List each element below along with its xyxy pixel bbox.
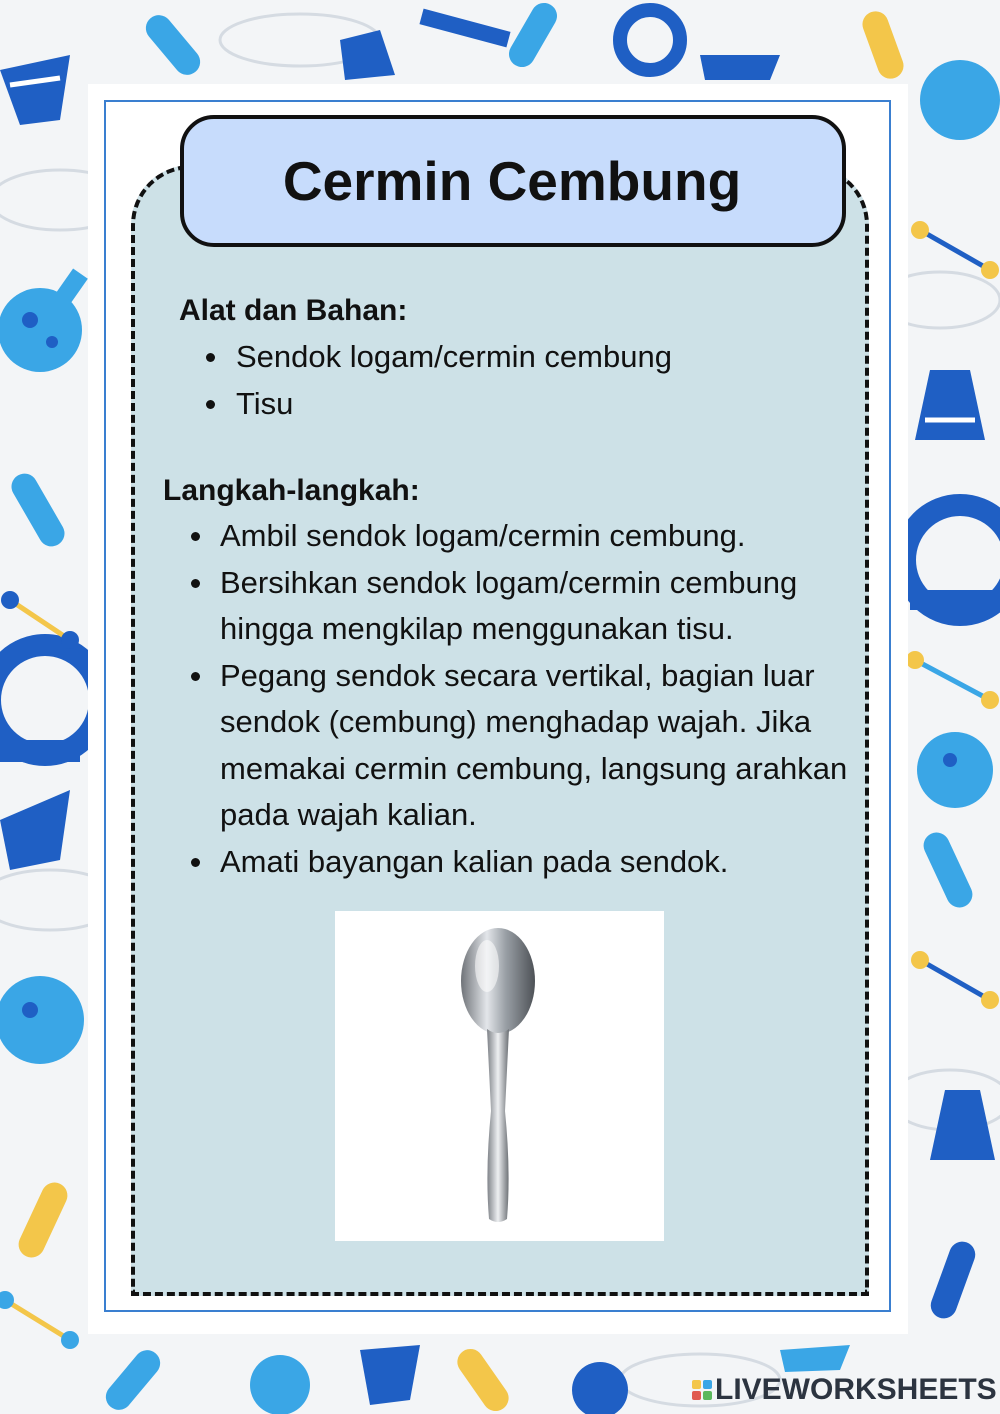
page-title: Cermin Cembung [282,150,742,212]
liveworksheets-logo-icon [692,1380,712,1400]
watermark-text: LIVEWORKSHEETS [715,1373,997,1406]
steps-heading: Langkah-langkah: [163,474,420,507]
beaker-icon [700,55,780,80]
list-item: Bersihkan sendok logam/cermin cembung hingga mengkilap menggunakan tisu. [220,560,870,653]
materials-list [236,334,876,427]
list-item: Ambil sendok logam/cermin cembung. [220,513,870,560]
spoon-icon [335,911,664,1241]
watermark [692,1372,997,1408]
steps-list [220,513,870,885]
spoon-image [335,911,664,1241]
flask-icon [0,976,84,1064]
list-item: Tisu [236,381,876,428]
list-item: Pegang sendok secara vertikal, bagian luar sendok (cembung) menghadap wajah. Jika memakai cermin cembung, langsung arahkan pada wajah kalian. [220,653,870,839]
list-item: Sendok logam/cermin cembung [236,334,876,381]
title-box [180,115,846,247]
materials-heading: Alat dan Bahan: [179,294,408,327]
list-item: Amati bayangan kalian pada sendok. [220,839,870,886]
